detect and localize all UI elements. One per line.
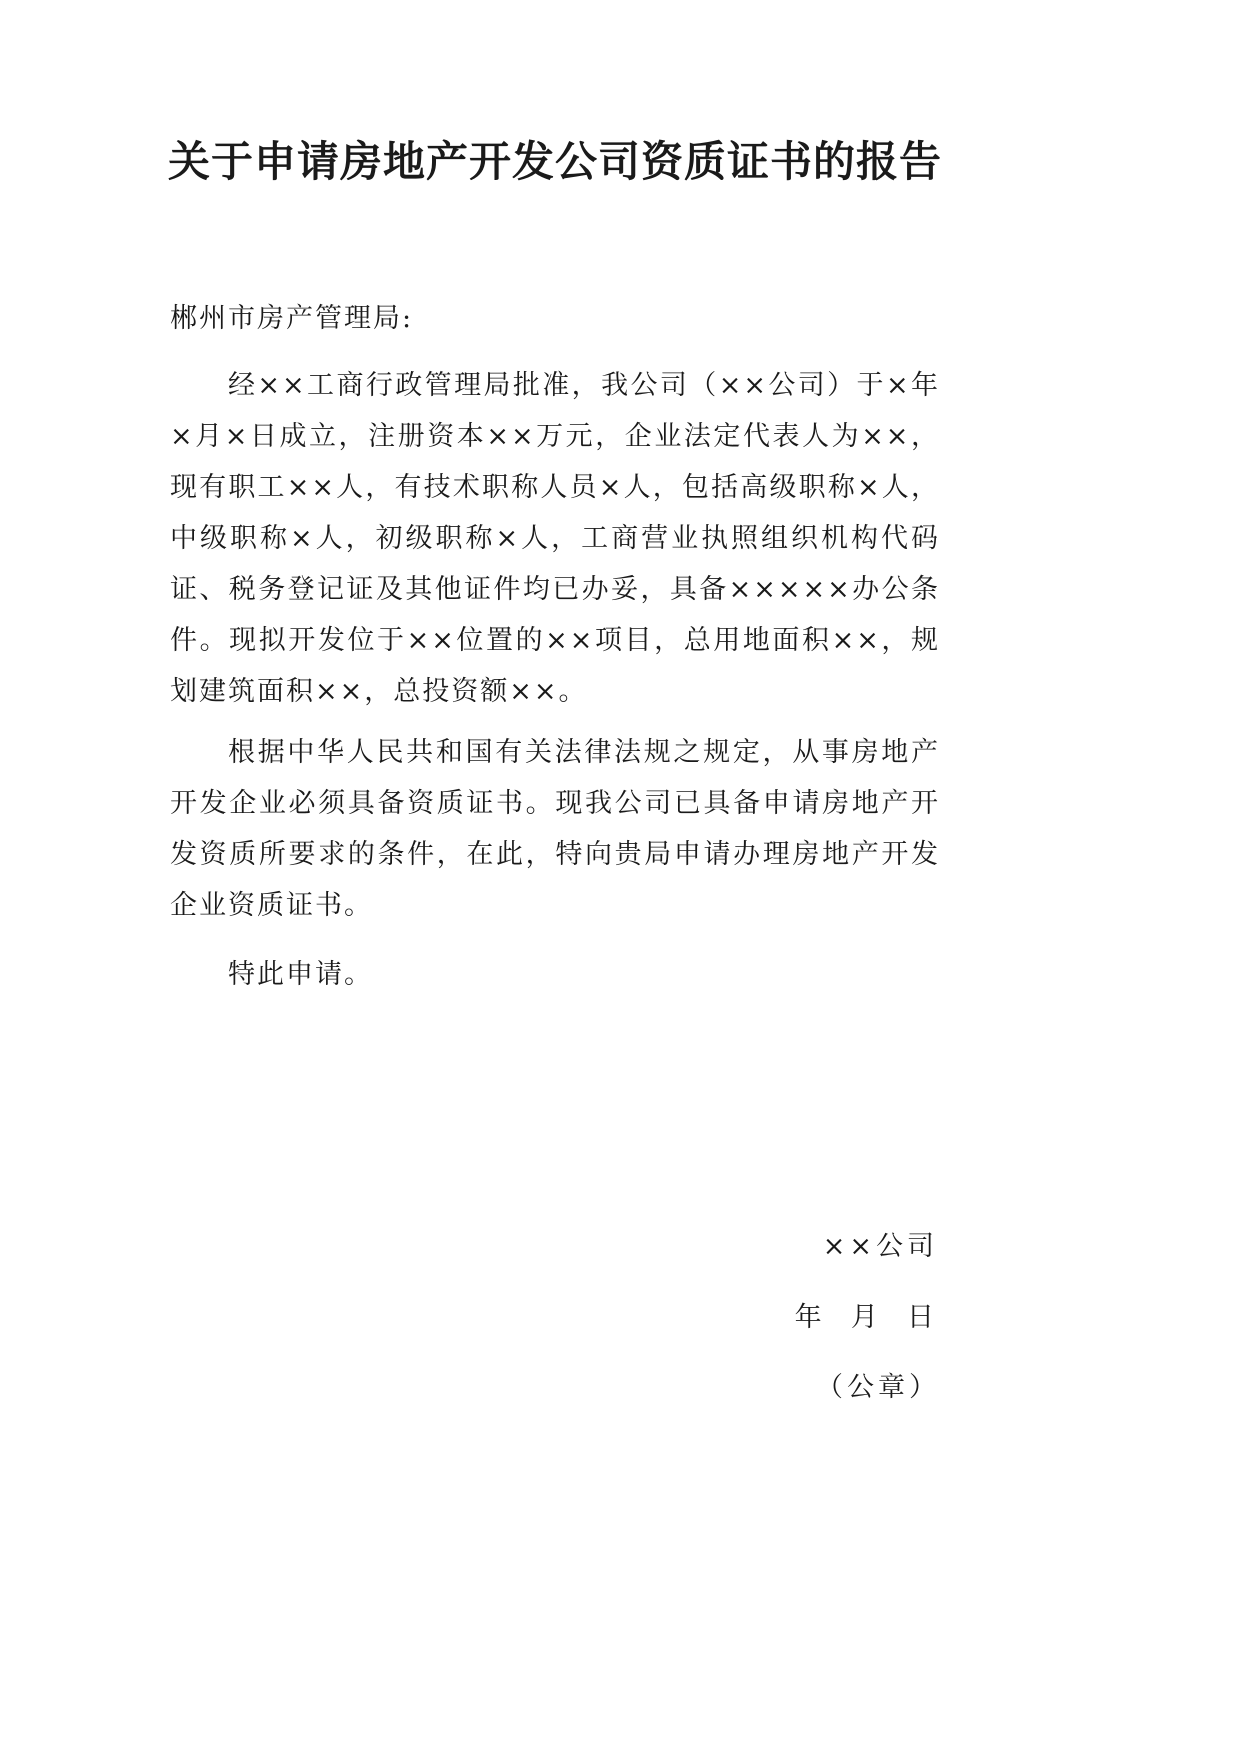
- closing-paragraph: 特此申请。: [228, 959, 373, 990]
- body-paragraph-2: 根据中华人民共和国有关法律法规之规定，从事房地产开发企业必须具备资质证书。现我公司已具备申请房地产开发资质所要求的条件，在此，特向贵局申请办理房地产开发企业资质证书。: [170, 737, 940, 921]
- body-paragraph-1: 经××工商行政管理局批准，我公司（××公司）于×年×月×日成立，注册资本××万元，企业法定代表人为××，现有职工××人，有技术职称人员×人，包括高级职称×人，中级职称×人，初级职称×人，工商营业执照组织机构代码证、税务登记证及其他证件均已办妥，具备×××××办公条件。现拟开发位于××位置的××项目，总用地面积××，规划建筑面积××，总投资额××。: [170, 370, 940, 707]
- document-title: 关于申请房地产开发公司资质证书的报告: [167, 137, 942, 186]
- signature-date: 年 月 日: [794, 1302, 938, 1333]
- signature-seal: （公章）: [816, 1372, 940, 1403]
- signature-company: ××公司: [822, 1231, 938, 1262]
- salutation: 郴州市房产管理局:: [170, 303, 414, 334]
